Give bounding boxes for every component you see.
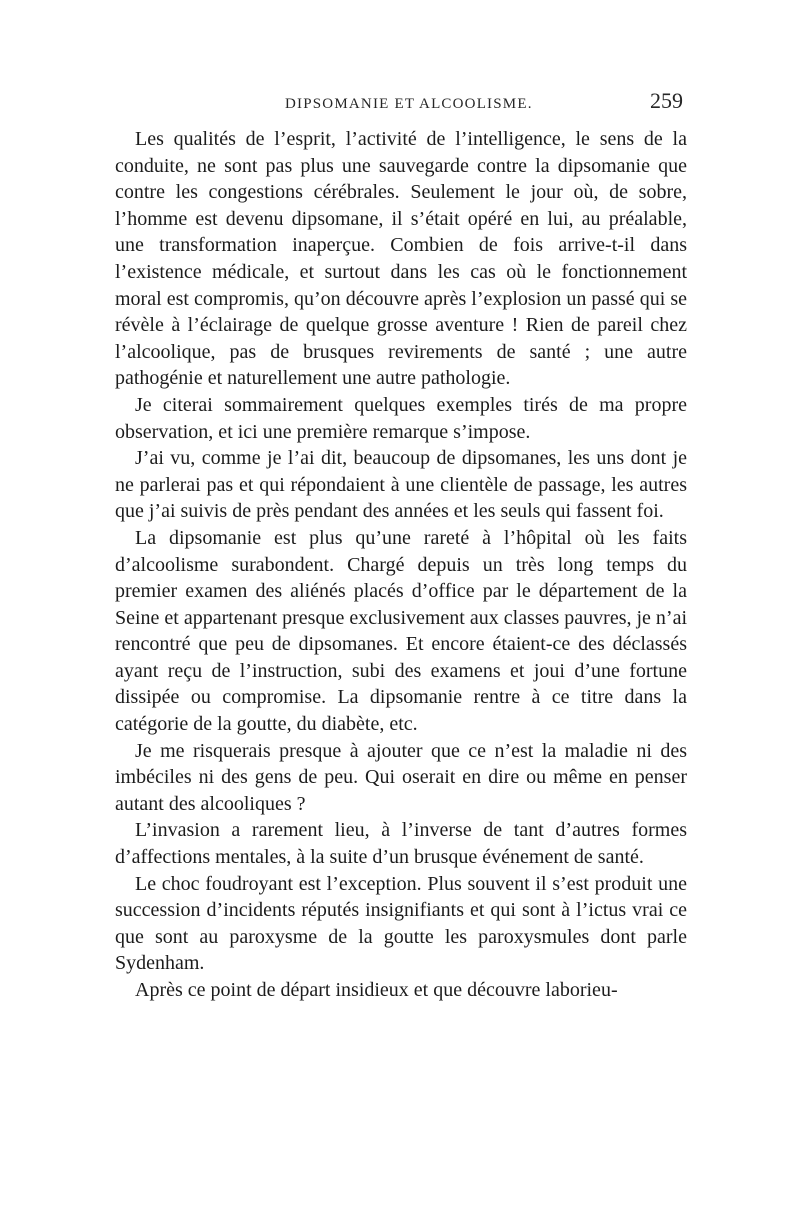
- paragraph: J’ai vu, comme je l’ai dit, beaucoup de dipsomanes, les uns dont je ne parlerai pas et qui répondaient à une clientèle de passage, les autres que j’ai suivis de près pendant des années et les seuls qui fassent foi.: [115, 447, 687, 523]
- page-number: 259: [650, 88, 683, 113]
- paragraph: Je citerai sommairement quelques exemples tirés de ma propre observation, et ici une première remarque s’impose.: [115, 393, 687, 443]
- paragraph: L’invasion a rarement lieu, à l’inverse de tant d’autres formes d’affections mentales, à la suite d’un brusque événement de santé.: [115, 819, 687, 869]
- paragraph: Après ce point de départ insidieux et que découvre laborieu-: [135, 979, 618, 1001]
- paragraph: La dipsomanie est plus qu’une rareté à l’hôpital où les faits d’alcoolisme surabondent. Chargé depuis un très long temps du premier examen des aliénés placés d’office par le département de la Seine et appartenant presque exclusivement aux classes pauvres, je n’ai rencontré que peu de dipsomanes. Et encore étaient-ce des déclassés ayant reçu de l’instruction, subi des examens et joui d’une fortune dissipée ou compromise. La dipsomanie rentre à ce titre dans la catégorie de la goutte, du diabète, etc.: [115, 526, 688, 736]
- paragraph: Le choc foudroyant est l’exception. Plus souvent il s’est produit une succession d’incidents réputés insignifiants et qui sont à l’ictus vrai ce que sont au paroxysme de la goutte les paroxysmules dont parle Sydenham.: [115, 872, 687, 975]
- paragraph: Je me risquerais presque à ajouter que ce n’est la maladie ni des imbéciles ni des gens de peu. Qui oserait en dire ou même en penser autant des alcooliques ?: [115, 739, 687, 815]
- paragraph: Les qualités de l’esprit, l’activité de l’intelligence, le sens de la conduite, ne sont pas plus une sauvegarde contre la dipsomanie que contre les congestions cérébrales. Seulement le jour où, de sobre, l’homme est devenu dipsomane, il s’était opéré en lui, au préalable, une transformation inaperçue. Combien de fois arrive-t-il dans l’existence médicale, et surtout dans les cas où le fonctionnement moral est compromis, qu’on découvre après l’explosion un passé qui se révèle à l’éclairage de quelque grosse aventure ! Rien de pareil chez l’alcoolique, pas de brusques revirements de santé ; une autre pathogénie et naturellement une autre pathologie.: [115, 128, 687, 390]
- body-text: [115, 126, 687, 1004]
- running-head: DIPSOMANIE ET ALCOOLISME.: [285, 96, 533, 112]
